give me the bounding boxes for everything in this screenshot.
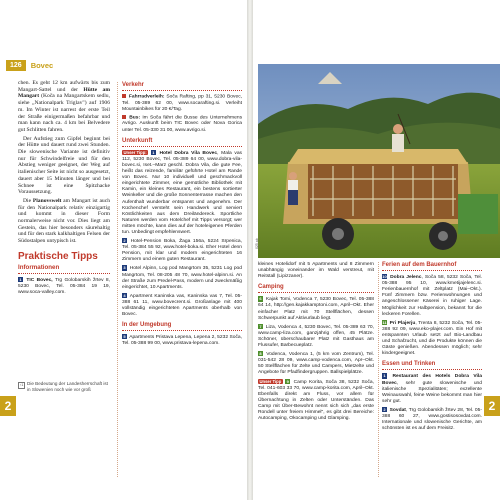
list-item: 1 Restaurant des Hotels Dobra Vila Bovec, sehr gute slowenische und italienische Spezialitäten; exzellente Weinauswahl, feine Weine bekommt man hier sehr gut. [382, 373, 482, 404]
entry-number-badge: 11 [382, 319, 387, 325]
farm-heading: Ferien auf dem Bauernhof [382, 262, 482, 271]
list-item: 10 Dobra Jelenc, Soča 58, 5232 Soča, Tel. 05-388 95 10, www.kmetijajelenc.si. Ferienbauernhof mit Zeltplatz (Mai–Okt.). Fünf Zimmern bzw. Ferienwohnungen und angeschlossener Käserei in ruhiger Lage. Möglichkeit zur Halbpension, bekannt für die leckeren Forellen. [382, 274, 482, 317]
verkehr-heading: Verkehr [122, 82, 242, 91]
entry-number-badge: 8 [259, 351, 262, 357]
entry-number-badge: 3 [123, 265, 126, 271]
right-column-2 [382, 262, 482, 434]
tip-badge: Unser Tipp [259, 378, 282, 384]
photo-credit: 025 ab [255, 238, 259, 249]
entry-number-badge: 1 [152, 149, 155, 155]
list-item: 8 Vodenca, Vodenca 1, (5 km vom Zentrum), Tel. 031-542 28 09, www.camp-vodenca.com, Apr–Okt. 50 Stellflächen für Zelte und Campers, Mietzelte und Angebote für Pfadfindergruppen. Ballspielplätze. [258, 351, 374, 376]
paragraph: Die Planovswelt am Mangart ist auch für den Nationalpark relativ einzigartig und kommt in dieser Form normalerweise nicht vor. Dies liegt am Gestein, das hier besonders säurehaltig und für den stark kalkhaltigen Felsen der Südostalpen untypisch ist. [18, 197, 111, 245]
left-column-1 [18, 80, 110, 298]
list-item: 2 Sovdat, Trg Golobarskih žrtev 28, Tel. 05-388 60 27, www.gostisosovdat.com. Internationale und slowenische Gerichte, am schönsten ist es auf dem Freisitz. [382, 406, 483, 432]
list-item: 6 Kajak Tomi, Vodenca 7, 5230 Bovec, Tel. 05-388 64 14, http://gen.kajakkamptoni.com, April–Okt. Eher einfacher Platz mit 70 Stellflächen, dessen Schwerpunkt auf Aktivurlaub liegt. [258, 296, 374, 321]
square-bullet-icon [122, 115, 126, 119]
entry-number-badge: 1 [383, 373, 386, 379]
left-column-2 [122, 82, 242, 349]
list-item: 2 Hotel-Pension Boka, Žaga 156a, 5224 Srpenica, Tel. 05-384 55 92, www.hotel-boka.si. Eher Hotel denn Pension, mit klar und modern eingerichteten 16 Zimmern und einem guten Restaurant. [122, 238, 242, 263]
list-item: 7 Liza, Vodenca 4, 5230 Bovec, Tel. 05-389 63 70, www.camp-liza.com, ganzjährig offen, 45 Plätze. Schöner, überschaubarer Platz mit Gasthaus am Flussufer, Barbecueplatz. [258, 323, 374, 349]
list-item: Fahrradverleih: Soča Rafting, pp 31, 5230 Bovec, Tel. 05-389 62 00, www.socarafting.si. Verleiht Mountainbikes für 20 €/Tag. [122, 94, 242, 112]
section-title: Bovec [30, 60, 54, 70]
entry-number-badge: 4 [123, 292, 126, 298]
square-bullet-icon [122, 94, 126, 98]
column-divider [117, 82, 118, 477]
tip-badge: Unser Tipp: [123, 149, 147, 155]
list-item: 4 Apartment Kaninska vas, Kaninska vas 7, Tel. 05-388 61 11, www.bovecrent.si. Großanlage mit 400 vollständig eingerichteten Apartments oberhalb von Bovec. [122, 292, 243, 318]
entry-number-badge: 5 [123, 334, 126, 340]
page-tab-right: 2 [484, 396, 500, 416]
list-item: Unser Tipp: 1 Hotel Dobra Vila Bovec, Mala vas 112, 5230 Bovec, Tel. 05-389 64 00, www.dobra-vila-bovec.si, Iset.–Marz geschl. Dobra Vila, die gute Fee, heißt das reizende, familiär geführte Hotel am Rande von Bovec. Nur 10 individuell und geschmackvoll eingerichtete Zimmer, eine gemütliche Bibliothek mit Kamin, ein kleines Restaurant, ein bestens sortierter Weinkeller und die große Sonnenterrasse machen den Aufenthalt wunderbar entspannt und angenehm. Der Küchenchef versteht sein Handwerk und serviert Köstlichkeiten aus dem Dreiländereck. Sportliche Naturen werden vom Hotelchef mit Tipps versorgt; wer mitten möchte, kann dies auf der hoteleigenen Pferden tun. Unbedingt empfehlenswert. [122, 149, 242, 235]
hay-harvest-photo [258, 64, 500, 258]
umgebung-heading: In der Umgebung [122, 322, 242, 331]
list-item: Unser Tipp 9 Camp Korita, Soča 38, 5232 Soča, Tel. 041-603 33 70, www.camp-korita.com, April–Okt. Ebenfalls direkt am Fluss, vor allem für Übernachtung in Zelten oder Unterständen. Das Camp mit Über-Bewohnt nennt sich sich „das erste Rondell unter freiem Himmel", es gibt drei Bereiche: Autocamping, Okocamping und Glamping. [258, 378, 375, 422]
right-column-1 [258, 262, 374, 424]
food-heading: Essen und Trinken [382, 361, 482, 370]
page-tab-left: 2 [0, 396, 16, 416]
entry-number-badge: 10 [382, 274, 387, 280]
info-heading: Informationen [18, 265, 110, 274]
page-header [0, 58, 247, 72]
paragraph: kleines Hotelidorf mit 5 Apartments und 8 Zimmern unabhängig voneinander im Wald verstreut, mit Reitstall (Lipizzaner). [258, 262, 374, 280]
footnote-photo-icon: ↑1 [19, 382, 24, 387]
list-item: Bus: Im Soča fährt die Busse des Unternehmens Avrigo. Auskunft beim TIC Bovec oder Nova Gorica unter Tel. 05-330 31 00, www.avrigo.si. [122, 115, 243, 133]
footnote: ↑1 Die Bedeutung der Landesherrschaft ist in Slowenien noch wie vor groß [19, 381, 108, 392]
entry-number-badge: 2 [123, 238, 126, 244]
list-item: 5 Apartments Pristava Lepena, Lepena 2, 5232 Soča, Tel. 05-388 99 00, www.pristava-lepena.com. [122, 334, 242, 347]
page-number: 126 [6, 60, 26, 71]
unterkunft-heading: Unterkunft [122, 138, 242, 147]
paragraph: chen. Es geht 12 km aufwärts bis zum Mangart-Sattel und der Hütte am Mangart (Koča na Mangartskem sedlu, siehe „Nationalpark Triglav") auf 1906 m. Im Winter ist narrest der erste Teil der Straße einigermaßen befahrbar und man kann nach ca. 4 km bei Belvedere gut Schlitten fahren. [18, 80, 110, 133]
left-page [0, 0, 247, 500]
column-divider [378, 262, 379, 477]
list-item: 3 Hotel Alpinn, Log pod Mangrtom 35, 5231 Log pod Mangrtom, Tel. 08-205 48 70, www.hotel-alpinn.si. An der Straße zum Predel-Pass, modern und zweckmäßig eingerichtet, 10 Apartments. [122, 265, 242, 290]
paragraph: Der Aufstieg zum Gipfel beginnt bei der Hütte und dauert rund zwei Stunden. Die slowenische Variante ist definitiv nur für Schwindelfreie und für den Abstieg weniger geeignet, der Weg auf italienischer Seite ist nicht so ausgesetzt, dauert aber 15 Minuten länger und bei Schnee ist eine Spitzhacke Voraussetzung. [18, 135, 110, 196]
photo-illustration [258, 64, 500, 258]
entry-number-badge: 2 [383, 406, 386, 412]
entry-number-badge: 9 [286, 378, 289, 384]
entry-number-badge: 6 [259, 296, 262, 302]
entry-number-badge: 1 [19, 276, 22, 282]
practical-tips-heading: Praktische Tipps [18, 250, 98, 262]
entry-number-badge: 7 [259, 323, 262, 329]
camping-heading: Camping [258, 284, 374, 293]
list-item: 11 Pri Plajerju, Trenta 8, 5232 Soča, Tel. 05-388 92 09, www.eko-plajer.com. Ein Hof mit entspannten Urlaub setzt auf Bio-Landbau und Schafzucht, und die Produkte können die Gäste genießen. Abendessen möglich; sehr kindergeeignet. [382, 319, 483, 357]
tic-entry: 1 TIC Bovec, Trg Golobarskih žrtev 8, 5230 Bovec, Tel. 05-384 19 19, www.soca-valley.com. [18, 276, 110, 296]
